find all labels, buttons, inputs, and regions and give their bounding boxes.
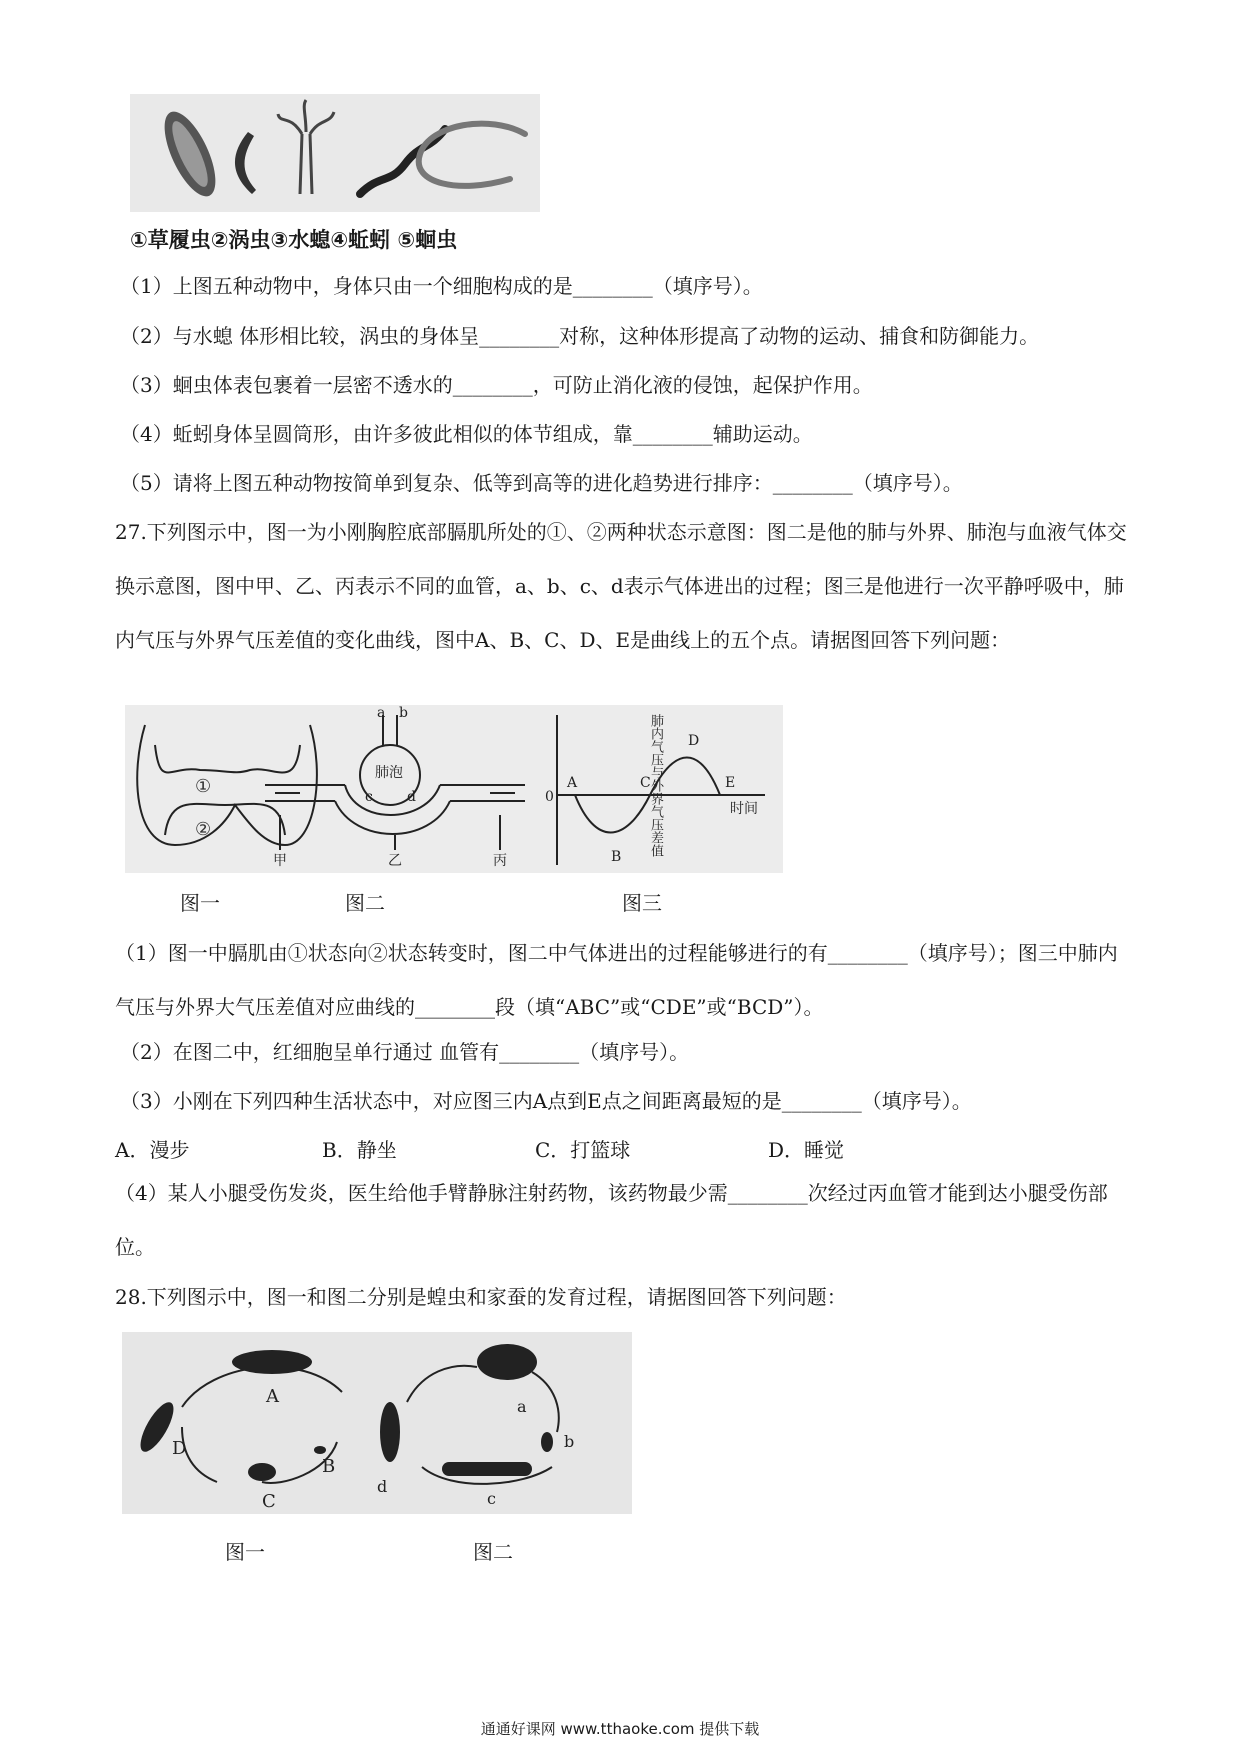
fig2-label-b: b [399, 705, 408, 721]
q27-stem: 27.下列图示中，图一为小刚胸腔底部膈肌所处的①、②两种状态示意图：图二是他的肺与外界、肺泡与血液气体交换示意图，图中甲、乙、丙表示不同的血管，a、b、c、d表示气体进出的过程；图三是他进行一次平静呼吸中，肺内气压与外界气压差值的变化曲线，图中A、B、C、D、E是曲线上的五个点。请据图回答下列问题： [115, 520, 1127, 652]
q27-sub3: （3）小刚在下列四种生活状态中，对应图三内A点到E点之间距离最短的是________（填序号）。 [120, 1089, 972, 1113]
g-label-d: D [172, 1438, 187, 1459]
silkworm-shapes [380, 1344, 553, 1476]
s-label-a: a [517, 1397, 527, 1416]
q26-item-1: （1）上图五种动物中，身体只由一个细胞构成的是________（填序号）。 [120, 274, 763, 298]
q26-item-5: （5）请将上图五种动物按简单到复杂、低等到高等的进化趋势进行排序：________（填序号）。 [120, 471, 963, 495]
fig3-point-a: A [567, 775, 578, 791]
q27-option-d: D．睡觉 [768, 1138, 845, 1162]
fig2-alveolus [265, 715, 525, 850]
fig2-labels [273, 705, 507, 869]
q27-sub4: （4）某人小腿受伤发炎，医生给他手臂静脉注射药物，该药物最少需________次经过丙血管才能到达小腿受伤部位。 [115, 1181, 1108, 1259]
fig3-point-b: B [611, 849, 622, 865]
silkworm-labels [377, 1397, 574, 1508]
fig2-label-alveolus: 肺泡 [375, 765, 403, 781]
planarian-figure [235, 132, 256, 194]
q26-item-2: （2）与水螅 体形相比较，涡虫的身体呈________对称，这种体形提高了动物的运动、捕食和防御能力。 [120, 324, 1040, 348]
roundworm-figure [419, 124, 525, 186]
fig3-point-e: E [725, 775, 736, 791]
q28-figure [122, 1332, 632, 1514]
q28-diagram [122, 1332, 632, 1514]
q26-item-4: （4）蚯蚓身体呈圆筒形，由许多彼此相似的体节组成，靠________辅助运动。 [120, 422, 813, 446]
g-label-a: A [266, 1386, 279, 1407]
fig2-label-c: c [365, 789, 373, 805]
page-footer: 通通好课网 www.tthaoke.com 提供下载 [480, 1720, 760, 1738]
fig2-label-d: d [407, 789, 416, 805]
q27-caption-fig3: 图三 [622, 891, 662, 915]
animals-drawing [130, 94, 540, 212]
q27-caption-fig2: 图二 [345, 891, 385, 915]
fig3-point-d: D [688, 733, 700, 749]
animals-figure [130, 94, 540, 212]
fig3-xlabel: 时间 [730, 801, 758, 817]
g-label-b: B [322, 1456, 336, 1477]
s-label-b: b [564, 1432, 575, 1451]
q28-caption-fig1: 图一 [225, 1540, 265, 1564]
fig3-ylabel-line: 肺内气压与外界气压差值 [520, 714, 663, 729]
fig2-label-a: a [377, 705, 386, 721]
fig2-label-yi: 乙 [388, 853, 402, 869]
q28-stem: 28.下列图示中，图一和图二分别是蝗虫和家蚕的发育过程，请据图回答下列问题： [115, 1285, 847, 1309]
q27-sub2: （2）在图二中，红细胞呈单行通过 血管有________（填序号）。 [120, 1040, 690, 1064]
fig1-label-1: ① [195, 776, 212, 797]
q28-caption-fig2: 图二 [473, 1540, 513, 1564]
q27-option-b: B．静坐 [322, 1138, 397, 1162]
s-label-c: c [487, 1489, 496, 1508]
q27-diagram [125, 705, 783, 873]
fig2-label-jia: 甲 [273, 853, 287, 869]
q27-figure [125, 705, 783, 873]
q27-sub1: （1）图一中膈肌由①状态向②状态转变时，图二中气体进出的过程能够进行的有________（填序号）；图三中肺内气压与外界大气压差值对应曲线的________段（填“ABC”或“CDE”或“BCD”）。 [115, 941, 1118, 1019]
s-label-d: d [377, 1477, 388, 1496]
q26-item-3: （3）蛔虫体表包裹着一层密不透水的________，可防止消化液的侵蚀，起保护作用。 [120, 373, 873, 397]
grasshopper-shapes [134, 1350, 326, 1481]
fig2-label-bing: 丙 [493, 853, 507, 869]
fig3-text [520, 713, 758, 865]
hydra-figure [278, 100, 334, 194]
q27-option-a: A．漫步 [115, 1138, 190, 1162]
animals-caption: ①草履虫②涡虫③水螅④蚯蚓 ⑤蛔虫 [130, 228, 458, 252]
paramecium-figure [154, 105, 226, 204]
q27-caption-fig1: 图一 [180, 891, 220, 915]
grasshopper-labels [172, 1386, 335, 1512]
fig1-label-2: ② [195, 819, 212, 840]
fig3-origin: 0 [545, 789, 554, 805]
g-label-c: C [262, 1491, 276, 1512]
q27-option-c: C．打篮球 [535, 1138, 631, 1162]
fig3-point-c: C [640, 775, 651, 791]
